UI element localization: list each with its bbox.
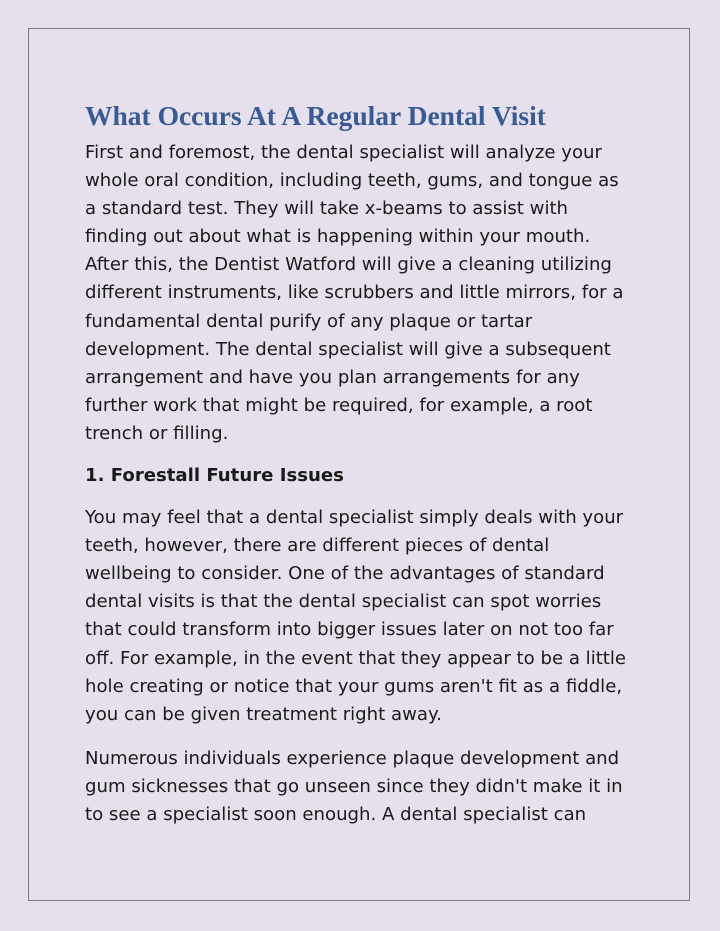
text-line: dental visits is that the dental specialist can spot worries [85, 591, 602, 613]
text-line: to see a specialist soon enough. A dental specialist can [85, 803, 587, 825]
text-line: fundamental dental purify of any plaque or tartar [85, 310, 533, 332]
page-title: What Occurs At A Regular Dental Visit [85, 100, 546, 131]
text-line: gum sicknesses that go unseen since they didn't make it in [85, 775, 623, 797]
section-heading: 1. Forestall Future Issues [85, 465, 344, 487]
text-line: that could transform into bigger issues later on not too far [85, 619, 614, 641]
text-line: You may feel that a dental specialist simply deals with your [85, 507, 624, 529]
text-line: different instruments, like scrubbers and little mirrors, for a [85, 282, 624, 304]
text-line: wellbeing to consider. One of the advantages of standard [85, 563, 605, 585]
section-paragraph [85, 745, 645, 829]
text-line: After this, the Dentist Watford will give a cleaning utilizing [85, 254, 612, 276]
text-line: arrangement and have you plan arrangements for any [85, 366, 580, 388]
text-line: you can be given treatment right away. [85, 703, 442, 725]
text-line: First and foremost, the dental specialist will analyze your [85, 142, 602, 163]
document-body [85, 96, 645, 829]
text-line: trench or filling. [85, 422, 229, 444]
text-line: whole oral condition, including teeth, gums, and tongue as [85, 170, 619, 192]
text-line: off. For example, in the event that they appear to be a little [85, 647, 627, 669]
text-line: a standard test. They will take x-beams to assist with [85, 198, 569, 220]
text-line: Numerous individuals experience plaque development and [85, 747, 620, 769]
section-paragraph [85, 504, 645, 729]
text-line: finding out about what is happening within your mouth. [85, 226, 591, 248]
text-line: development. The dental specialist will give a subsequent [85, 338, 611, 360]
text-line: teeth, however, there are different pieces of dental [85, 535, 550, 557]
text-line: hole creating or notice that your gums aren't fit as a fiddle, [85, 675, 623, 697]
intro-paragraph [85, 139, 645, 448]
text-line: further work that might be required, for example, a root [85, 394, 593, 416]
